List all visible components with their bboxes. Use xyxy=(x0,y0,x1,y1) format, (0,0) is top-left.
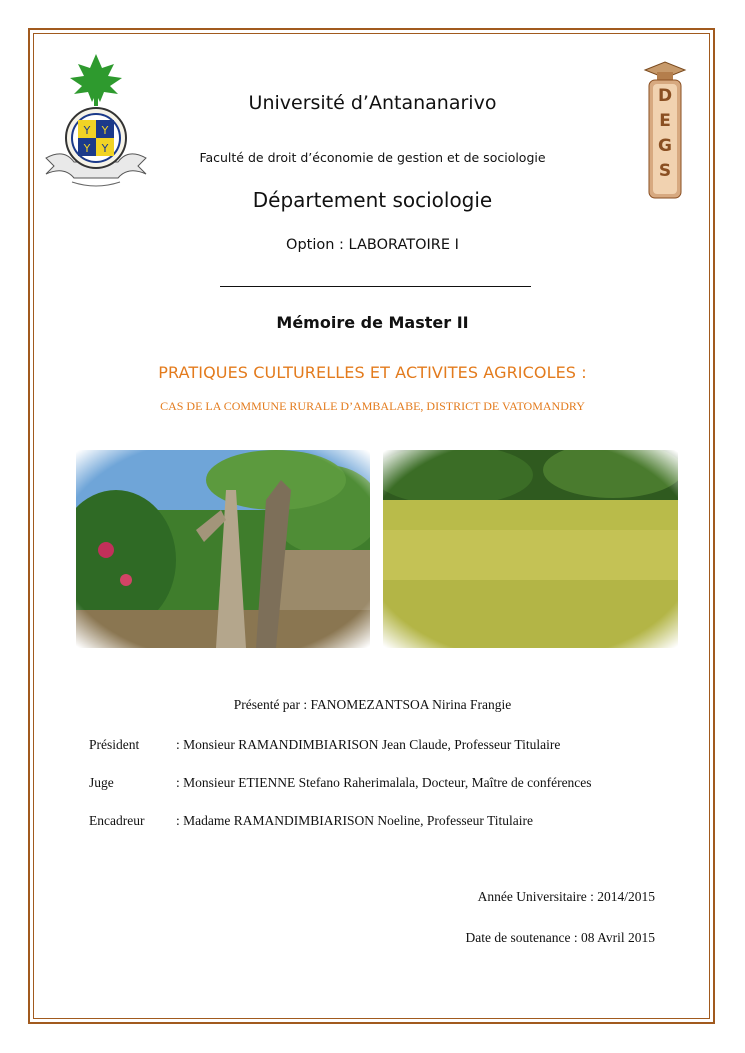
degs-logo-letters: D E G S xyxy=(657,86,673,181)
department-name: Département sociologie xyxy=(252,188,493,212)
svg-text:Y: Y xyxy=(101,142,109,155)
photo-trees xyxy=(76,450,370,648)
university-name: Université d’Antananarivo xyxy=(248,92,497,114)
defense-date: Date de soutenance : 08 Avril 2015 xyxy=(465,930,655,945)
jury-role-supervisor: Encadreur xyxy=(89,813,145,828)
jury-role-president: Président xyxy=(89,737,140,752)
jury-member-supervisor: : Madame RAMANDIMBIARISON Noeline, Professeur Titulaire xyxy=(176,813,533,828)
jury-member-president: : Monsieur RAMANDIMBIARISON Jean Claude, Professeur Titulaire xyxy=(176,737,561,752)
svg-text:Y: Y xyxy=(83,124,91,137)
presented-by: Présenté par : FANOMEZANTSOA Nirina Frangie xyxy=(233,697,512,712)
faculty-name: Faculté de droit d’économie de gestion et de sociologie xyxy=(199,150,546,165)
jury-role-judge: Juge xyxy=(89,775,114,790)
thesis-subtitle: CAS DE LA COMMUNE RURALE D’AMBALABE, DISTRICT DE VATOMANDRY xyxy=(160,399,585,413)
academic-year: Année Universitaire : 2014/2015 xyxy=(477,889,655,904)
photo-rice-field xyxy=(383,450,678,648)
jury-member-judge: : Monsieur ETIENNE Stefano Raherimalala, Docteur, Maître de conférences xyxy=(176,775,592,790)
option-label: Option : LABORATOIRE I xyxy=(286,237,459,253)
svg-text:Y: Y xyxy=(83,142,91,155)
svg-text:Y: Y xyxy=(101,124,109,137)
thesis-title: PRATIQUES CULTURELLES ET ACTIVITES AGRICOLES : xyxy=(158,363,587,382)
university-seal-logo xyxy=(44,50,148,196)
memoire-label: Mémoire de Master II xyxy=(276,313,469,332)
separator-line xyxy=(220,286,531,287)
degs-logo xyxy=(637,56,689,202)
